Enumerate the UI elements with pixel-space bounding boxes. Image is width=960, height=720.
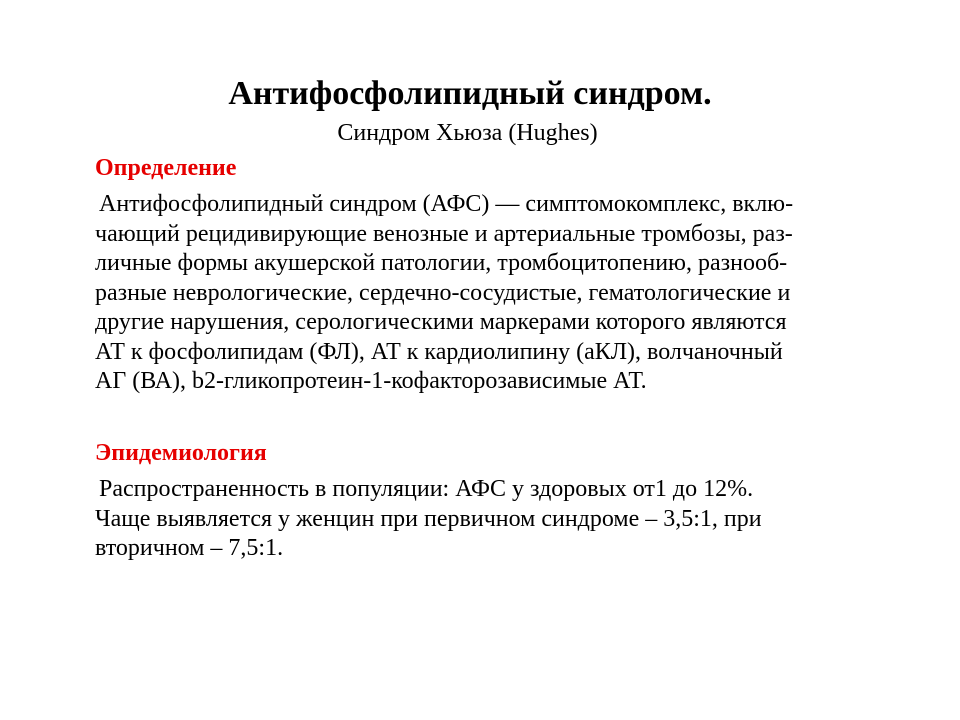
epidemiology-body (95, 475, 762, 564)
definition-line: Антифосфолипидный синдром (АФС) — симптомокомплекс, вклю- (99, 191, 794, 217)
definition-line: АТ к фосфолипидам (ФЛ), АТ к кардиолипину (аКЛ), волчаночный (95, 338, 783, 365)
definition-heading: Определение (95, 155, 237, 181)
definition-line: чающий рецидивирующие венозные и артериальные тромбозы, раз- (95, 220, 793, 247)
epidemiology-line: Распространенность в популяции: АФС у здоровых от1 до 12%. (99, 476, 754, 502)
epidemiology-line: вторичном – 7,5:1. (95, 535, 284, 561)
epidemiology-heading: Эпидемиология (95, 440, 267, 466)
epidemiology-line: Чаще выявляется у женцин при первичном синдроме – 3,5:1, при (95, 505, 762, 532)
definition-line: личные формы акушерской патологии, тромбоцитопению, разнооб- (95, 250, 788, 276)
slide-title: Антифосфолипидный синдром. (228, 75, 712, 112)
definition-body (95, 190, 793, 397)
definition-line: разные неврологические, сердечно-сосудистые, гематологические и (95, 279, 791, 306)
definition-line: АГ (ВА), b2-гликопротеин-1-кофакторозависимые АТ. (95, 368, 647, 394)
definition-line: другие нарушения, серологическими маркерами которого являются (95, 309, 787, 335)
slide-subtitle: Синдром Хьюза (Hughes) (337, 120, 598, 146)
